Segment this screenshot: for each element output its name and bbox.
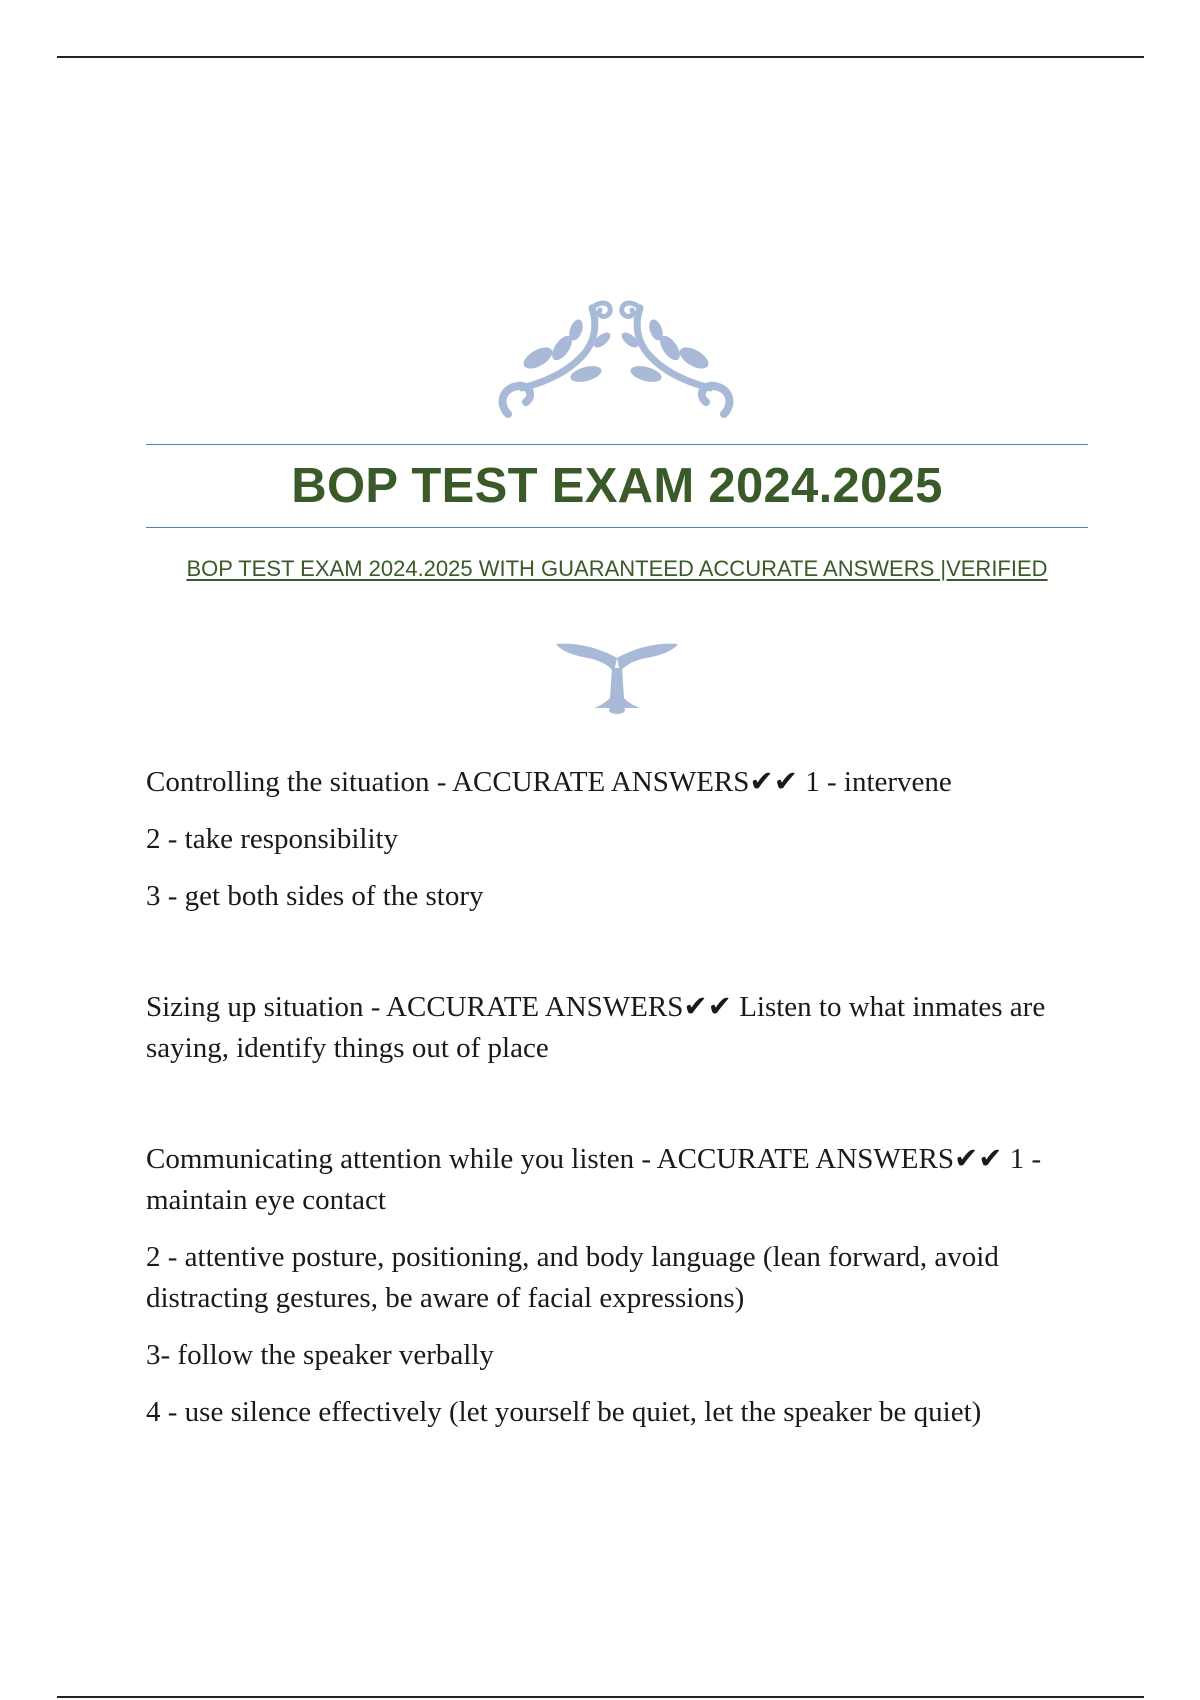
document-title: BOP TEST EXAM 2024.2025 — [291, 459, 943, 513]
title-rule-upper — [146, 444, 1088, 445]
qa-item — [146, 762, 1086, 917]
qa-line: 2 - take responsibility — [146, 823, 399, 855]
qa-line: Controlling the situation - ACCURATE ANSWERS✔✔ 1 - intervene — [146, 766, 952, 798]
title-rule-lower — [146, 527, 1088, 528]
qa-line: 3 - get both sides of the story — [146, 880, 484, 912]
subtitle-link[interactable]: BOP TEST EXAM 2024.2025 WITH GUARANTEED ACCURATE ANSWERS |VERIFIED — [186, 556, 1048, 581]
fleuron-icon — [552, 628, 682, 714]
page-bottom-rule — [57, 1696, 1144, 1698]
qa-line: 3- follow the speaker verbally — [146, 1339, 494, 1371]
qa-line: Communicating attention while you listen - ACCURATE ANSWERS✔✔ 1 - maintain eye contact — [146, 1143, 1042, 1216]
qa-item — [146, 987, 1086, 1069]
floral-scroll-icon — [496, 296, 736, 426]
page-top-rule — [57, 56, 1144, 58]
qa-item — [146, 1139, 1086, 1433]
qa-line: 4 - use silence effectively (let yourself be quiet, let the speaker be quiet) — [146, 1396, 982, 1428]
qa-line: 2 - attentive posture, positioning, and body language (lean forward, avoid distracting gestures, be aware of facial expressions) — [146, 1241, 999, 1314]
qa-content — [146, 762, 1086, 1433]
qa-line: Sizing up situation - ACCURATE ANSWERS✔✔ Listen to what inmates are saying, identify things out of place — [146, 991, 1046, 1064]
